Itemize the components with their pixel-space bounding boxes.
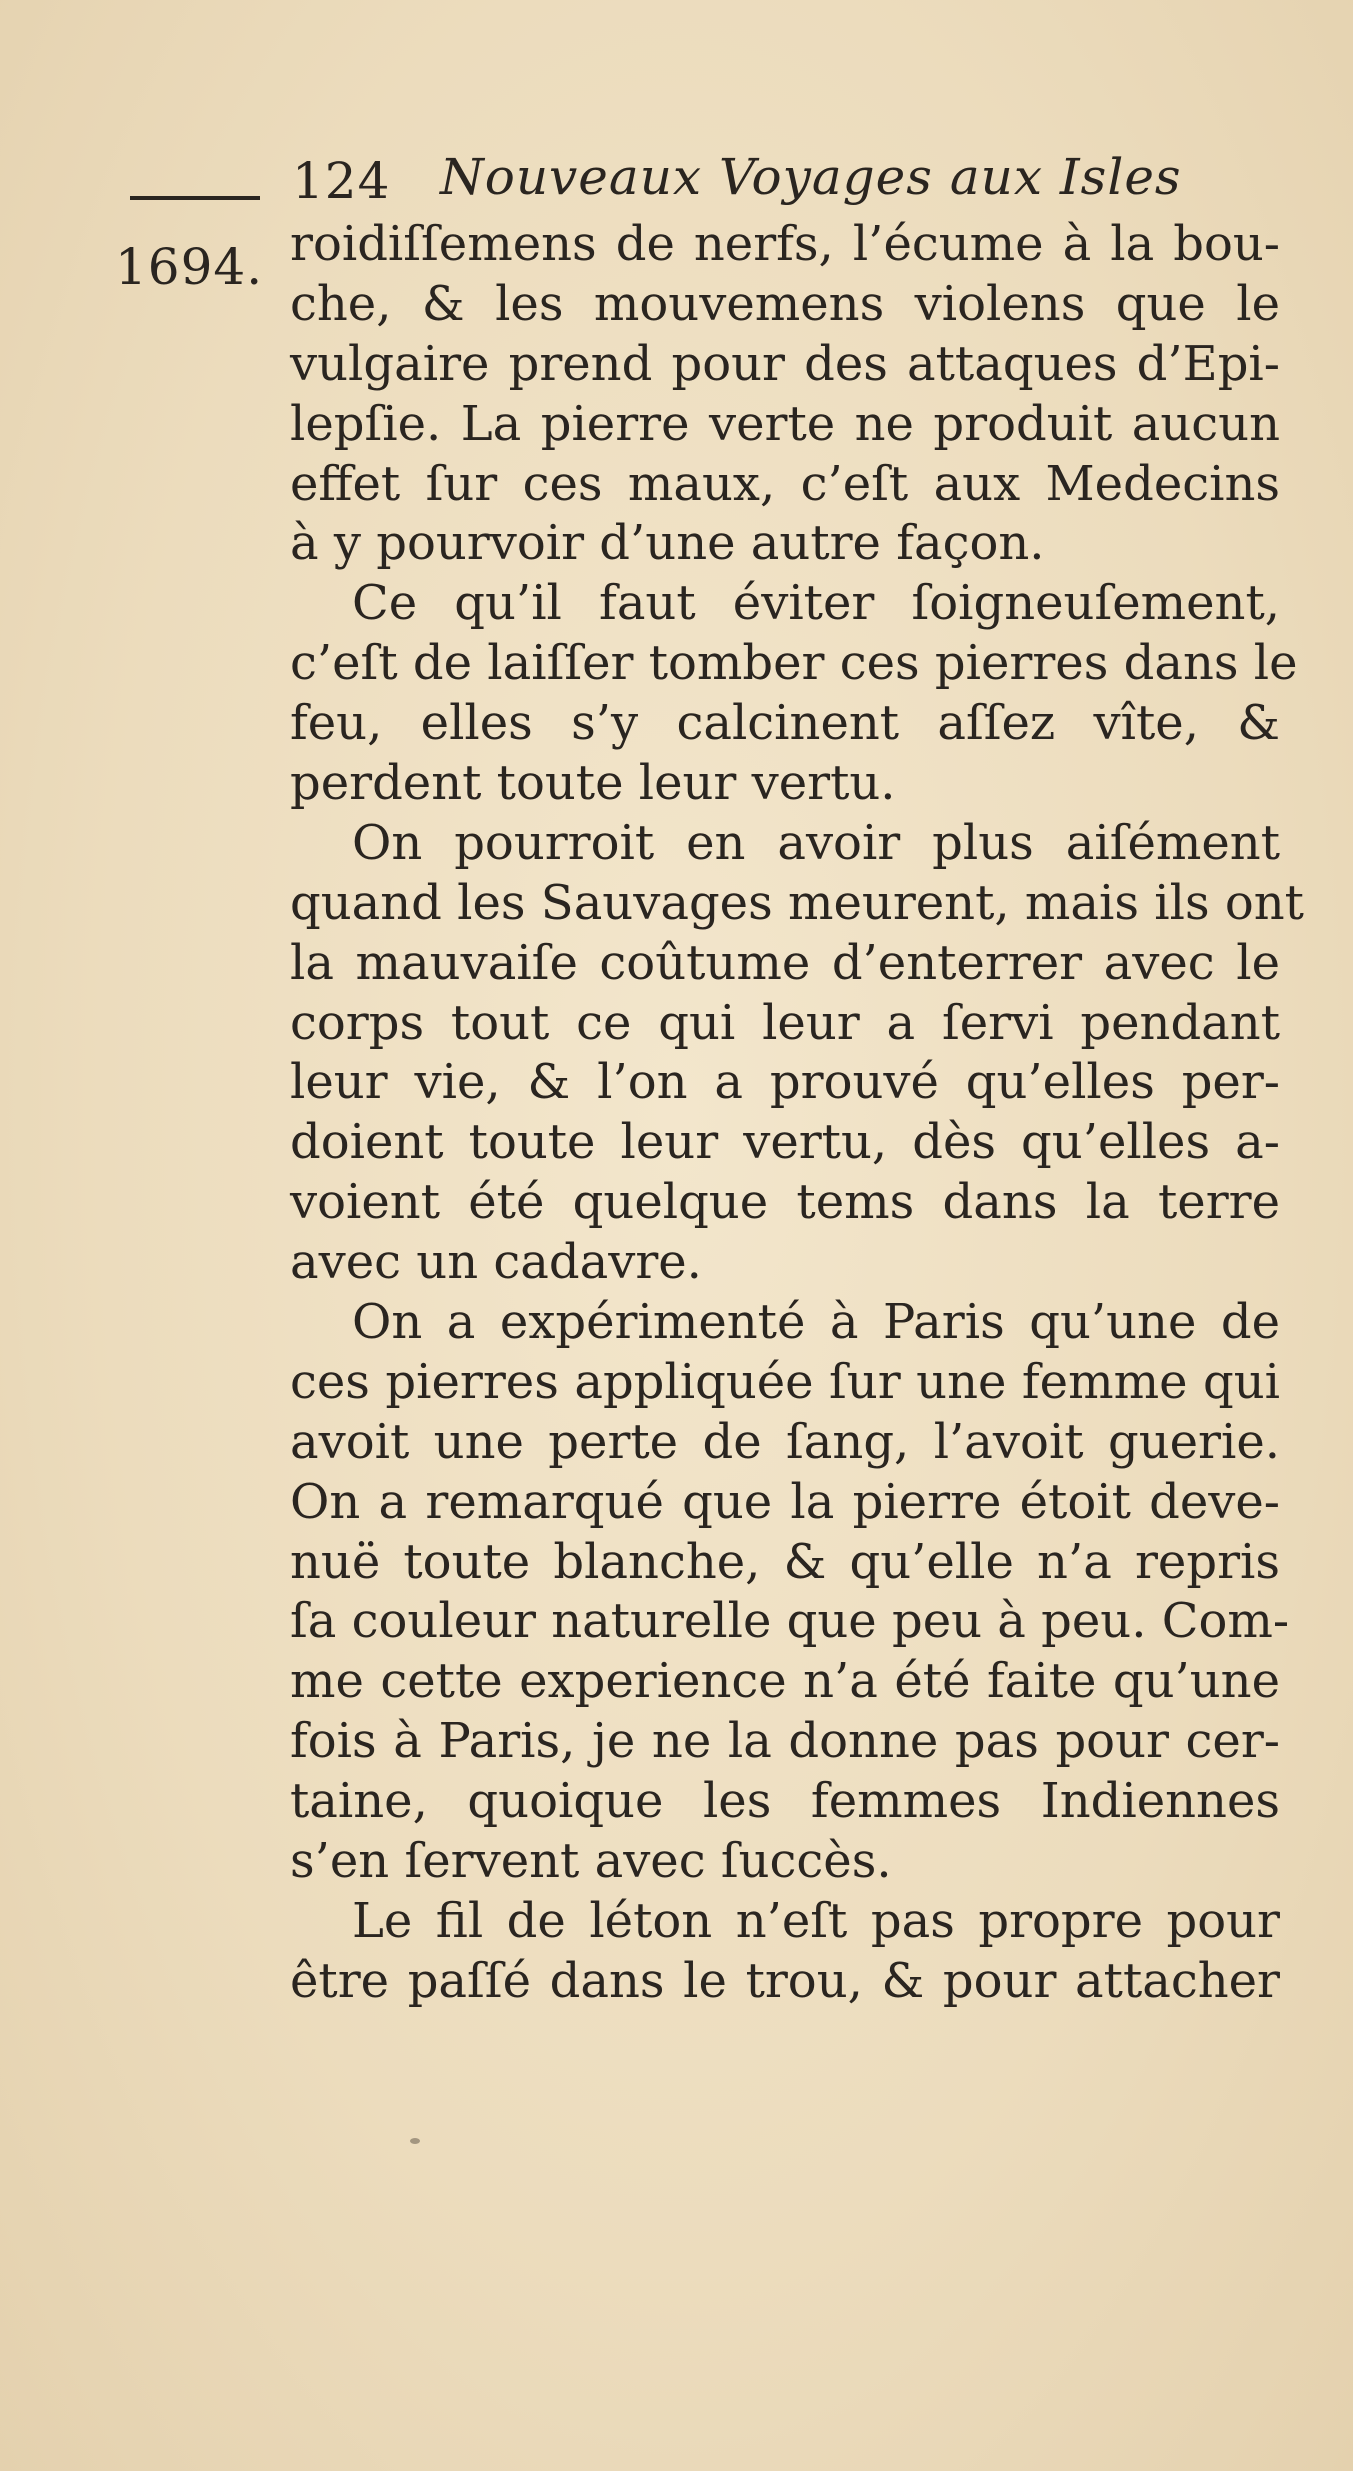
text-line: s’en ſervent avec ſuccès.: [290, 1833, 892, 1890]
text-line: corps tout ce qui leur a ſervi pendant: [290, 994, 1280, 1051]
text-line: Ce qu’il faut éviter ſoigneuſement,: [352, 575, 1280, 632]
text-line: On pourroit en avoir plus aiſément: [352, 814, 1280, 871]
text-line: Le fil de léton n’eſt pas propre pour: [352, 1892, 1280, 1949]
text-line: leur vie, & l’on a prouvé qu’elles per-: [290, 1054, 1280, 1111]
text-line: vulgaire prend pour des attaques d’Epi-: [290, 335, 1280, 392]
text-line: che, & les mouvemens violens que le: [290, 275, 1280, 332]
text-line: nuë toute blanche, & qu’elle n’a repris: [290, 1533, 1280, 1590]
text-line: quand les Sauvages meurent, mais ils ont: [290, 874, 1304, 931]
text-line: être paſſé dans le trou, & pour attacher: [290, 1952, 1280, 2009]
text-line: ces pierres appliquée ſur une femme qui: [290, 1353, 1280, 1410]
text-line: à y pourvoir d’une autre façon.: [290, 515, 1045, 572]
text-line: avec un cadavre.: [290, 1234, 702, 1291]
text-line: effet ſur ces maux, c’eſt aux Medecins: [290, 455, 1280, 512]
text-line: feu, elles s’y calcinent aſſez vîte, &: [290, 695, 1280, 752]
text-line: taine, quoique les femmes Indiennes: [290, 1773, 1280, 1830]
text-line: ſa couleur naturelle que peu à peu. Com-: [290, 1593, 1290, 1650]
text-line: doient toute leur vertu, dès qu’elles a-: [290, 1114, 1280, 1171]
ink-speck: [410, 2138, 420, 2144]
text-line: avoit une perte de ſang, l’avoit guerie.: [290, 1413, 1280, 1470]
text-line: On a remarqué que la pierre étoit deve-: [290, 1473, 1280, 1530]
text-line: roidiſſemens de nerfs, l’écume à la bou-: [290, 216, 1280, 272]
text-line: la mauvaiſe coûtume d’enterrer avec le: [290, 934, 1280, 991]
text-line: On a expérimenté à Paris qu’une de: [352, 1294, 1280, 1351]
page-header: [0, 148, 1353, 218]
body-text: [290, 215, 1304, 2012]
margin-year: 1694.: [115, 238, 264, 296]
text-line: c’eſt de laiſſer tomber ces pierres dans le: [290, 635, 1298, 692]
text-line: me cette experience n’a été faite qu’une: [290, 1653, 1280, 1710]
running-title: Nouveaux Voyages aux Isles: [440, 148, 1182, 206]
text-line: fois à Paris, je ne la donne pas pour cer-: [290, 1713, 1280, 1770]
page-number: 124: [292, 152, 391, 210]
text-line: lepſie. La pierre verte ne produit aucun: [290, 395, 1280, 452]
text-line: voient été quelque tems dans la terre: [290, 1174, 1280, 1231]
header-rule: [130, 196, 260, 200]
text-line: perdent toute leur vertu.: [290, 755, 896, 812]
